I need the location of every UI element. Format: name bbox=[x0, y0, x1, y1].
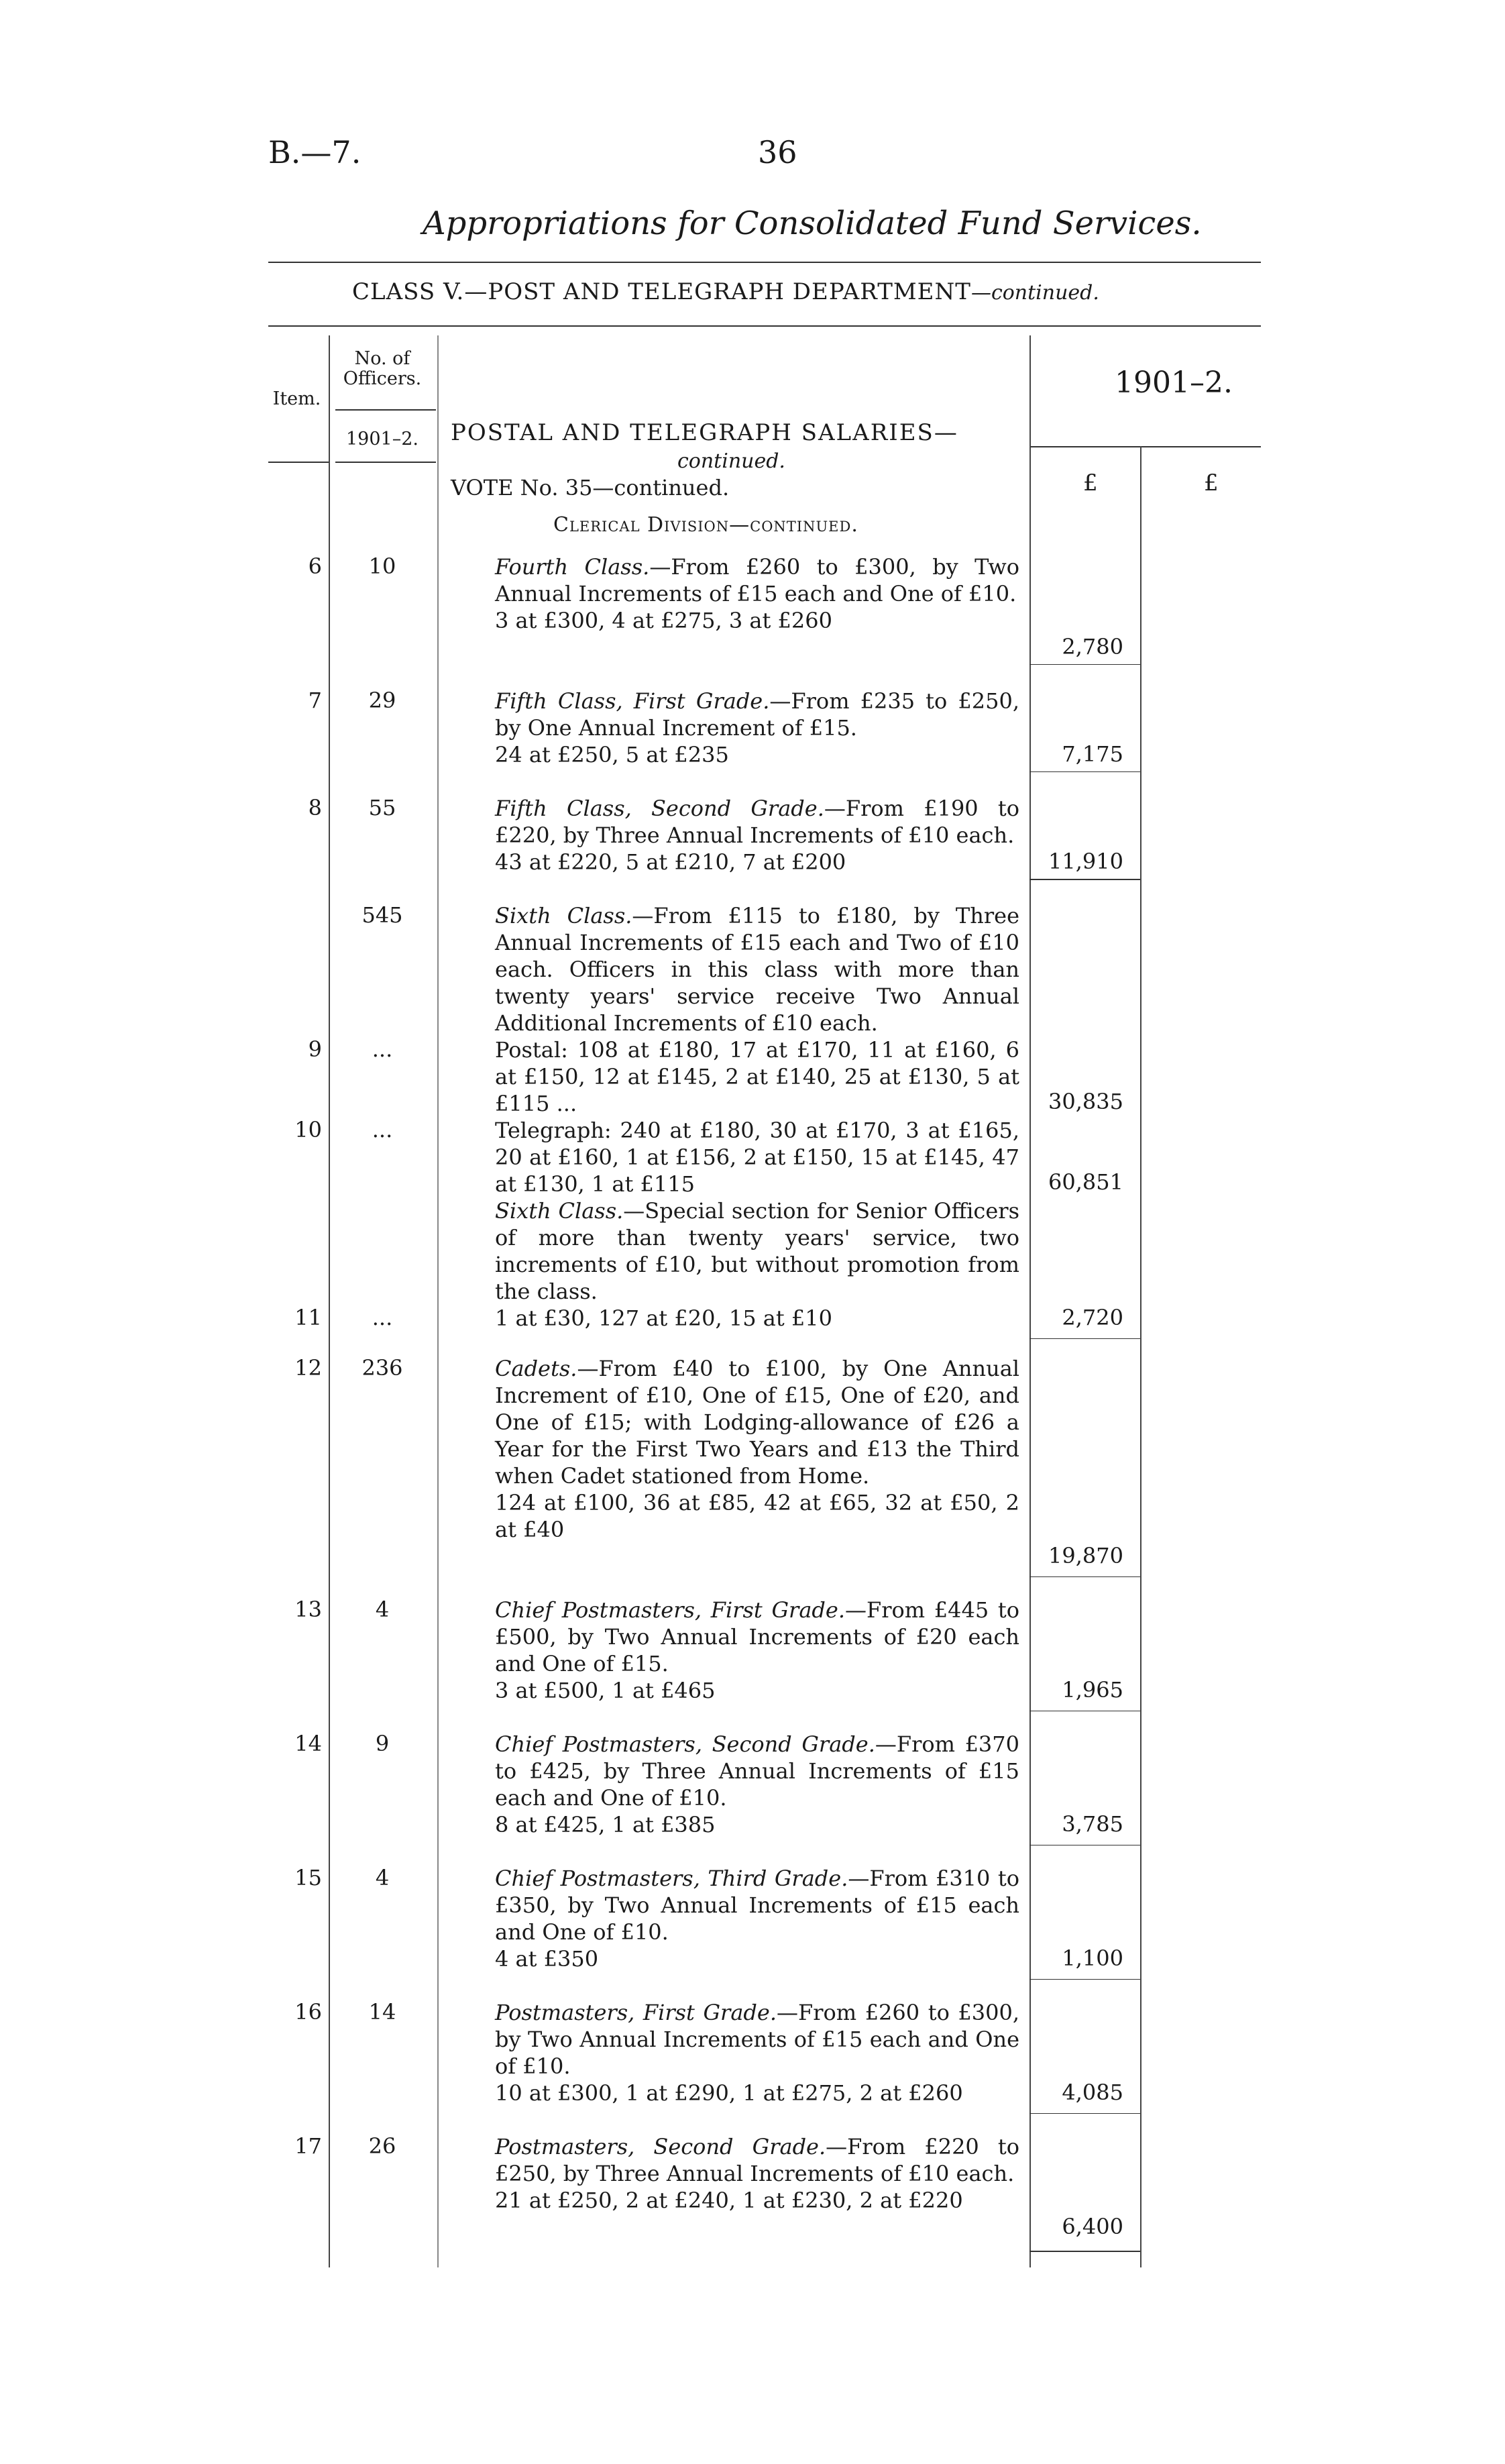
row-description bbox=[469, 1036, 1019, 1117]
class-name: Chief Postmasters, First Grade. bbox=[495, 1597, 845, 1623]
row-amount: 19,870 bbox=[1048, 1543, 1123, 1568]
row-detail: 3 at £300, 4 at £275, 3 at £260 bbox=[495, 608, 832, 633]
item-number: 13 bbox=[294, 1597, 322, 1622]
row-description bbox=[469, 1865, 1019, 1972]
class-terms: —From £445 to £500, by Two Annual Increments of £20 each and One of £15. bbox=[495, 1597, 1019, 1676]
class-name: Fourth Class. bbox=[495, 554, 650, 580]
amount-column-rule bbox=[1140, 446, 1141, 2267]
class-terms: —From £220 to £250, by Three Annual Increments of £10 each. bbox=[495, 2134, 1019, 2186]
item-column-header: Item. bbox=[272, 388, 321, 409]
item-number: 9 bbox=[308, 1036, 322, 1062]
row-description bbox=[469, 1999, 1019, 2106]
item-column-rule bbox=[329, 335, 330, 2267]
vote-number: VOTE No. 35—continued. bbox=[451, 475, 730, 500]
class-terms: —From £190 to £220, by Three Annual Increments of £10 each. bbox=[495, 796, 1019, 848]
class-terms: —From £40 to £100, by One Annual Increment of £10, One of £15, One of £20, and One of £15; with Lodging-allowance of £26 a Year for the First Two Years and £13 the Third when Cadet stationed from Home. bbox=[495, 1356, 1019, 1489]
officer-count: 4 bbox=[375, 1865, 390, 1890]
amount-rule bbox=[1029, 1979, 1140, 1980]
title-rule bbox=[268, 262, 1261, 263]
officers-column-header: No. of Officers. bbox=[343, 348, 422, 389]
row-amount: 11,910 bbox=[1048, 849, 1123, 874]
class-name: Fifth Class, Second Grade. bbox=[495, 796, 824, 821]
amount-rule bbox=[1029, 879, 1140, 880]
pound-sign-right: £ bbox=[1204, 470, 1219, 496]
item-number: 14 bbox=[294, 1731, 322, 1756]
row-detail: 4 at £350 bbox=[495, 1946, 599, 1972]
class-terms: —Special section for Senior Officers of more than twenty years' service, two increments of £10, but without promotion from the class. bbox=[495, 1198, 1020, 1304]
row-description bbox=[469, 795, 1019, 875]
officers-year-header: 1901–2. bbox=[346, 429, 419, 449]
pound-sign-left: £ bbox=[1083, 470, 1098, 496]
item-number: 15 bbox=[294, 1865, 322, 1890]
item-number: 17 bbox=[294, 2133, 322, 2159]
row-description bbox=[469, 688, 1019, 768]
row-amount: 3,785 bbox=[1062, 1811, 1123, 1837]
class-name: Postmasters, Second Grade. bbox=[495, 2134, 826, 2159]
officer-count: 29 bbox=[368, 688, 396, 713]
item-number: 7 bbox=[308, 688, 322, 713]
item-number: 10 bbox=[294, 1117, 322, 1142]
class-terms: —From £115 to £180, by Three Annual Increments of £15 each and Two of £10 each. Officers in this class with more than twenty years' service receive Two Annual Additional Increments of £10 each. bbox=[495, 903, 1020, 1036]
row-description bbox=[469, 1731, 1019, 1838]
row-detail: Postal: 108 at £180, 17 at £170, 11 at £160, 6 at £150, 12 at £145, 2 at £140, 25 at £130, 5 at £115 ... bbox=[495, 1037, 1019, 1116]
description-column-rule bbox=[1029, 335, 1031, 2267]
row-amount: 30,835 bbox=[1048, 1089, 1123, 1114]
officer-count: 14 bbox=[368, 1999, 396, 2025]
item-number: 8 bbox=[308, 795, 322, 820]
row-amount: 7,175 bbox=[1062, 741, 1123, 767]
class-heading-continued: —continued. bbox=[970, 281, 1099, 305]
officer-count: 4 bbox=[375, 1597, 390, 1622]
row-amount: 60,851 bbox=[1048, 1169, 1123, 1195]
amount-rule bbox=[1029, 2113, 1140, 2114]
class-name: Sixth Class. bbox=[495, 903, 632, 928]
class-name: Sixth Class. bbox=[495, 1198, 624, 1224]
row-detail: 21 at £250, 2 at £240, 1 at £230, 2 at £220 bbox=[495, 2188, 963, 2213]
class-name: Chief Postmasters, Third Grade. bbox=[495, 1866, 848, 1891]
class-name: Fifth Class, First Grade. bbox=[495, 688, 770, 714]
officers-year-rule bbox=[335, 462, 436, 463]
officer-count: 10 bbox=[368, 553, 396, 579]
class-name: Postmasters, First Grade. bbox=[495, 2000, 777, 2025]
officer-count: ... bbox=[372, 1305, 393, 1330]
amount-rule bbox=[1029, 2251, 1140, 2252]
item-number: 16 bbox=[294, 1999, 322, 2025]
officer-count: 55 bbox=[368, 795, 396, 820]
officers-column-rule bbox=[437, 335, 439, 2267]
row-amount: 6,400 bbox=[1062, 2214, 1123, 2239]
amount-rule bbox=[1029, 771, 1140, 772]
row-amount: 4,085 bbox=[1062, 2080, 1123, 2105]
item-number: 11 bbox=[294, 1305, 322, 1330]
officer-count: ... bbox=[372, 1117, 393, 1142]
page-title: Appropriations for Consolidated Fund Services. bbox=[423, 205, 1202, 242]
class-terms: —From £370 to £425, by Three Annual Increments of £15 each and One of £10. bbox=[495, 1731, 1020, 1811]
item-number: 6 bbox=[308, 553, 322, 579]
row-description bbox=[469, 1117, 1019, 1197]
class-heading-text: CLASS V.—POST AND TELEGRAPH DEPARTMENT bbox=[352, 278, 971, 305]
document-code: B.—7. bbox=[268, 134, 361, 170]
class-terms: —From £310 to £350, by Two Annual Increments of £15 each and One of £10. bbox=[495, 1866, 1020, 1945]
row-detail: Telegraph: 240 at £180, 30 at £170, 3 at £165, 20 at £160, 1 at £156, 2 at £150, 15 at £145, 47 at £130, 1 at £115 bbox=[495, 1118, 1019, 1197]
row-description bbox=[469, 902, 1019, 1036]
row-amount: 2,780 bbox=[1062, 634, 1123, 659]
row-detail: 43 at £220, 5 at £210, 7 at £200 bbox=[495, 849, 846, 875]
class-name: Chief Postmasters, Second Grade. bbox=[495, 1731, 875, 1757]
section-title: POSTAL AND TELEGRAPH SALARIES— bbox=[451, 419, 958, 446]
officer-count: 236 bbox=[361, 1355, 403, 1381]
year-header-rule bbox=[1029, 446, 1261, 447]
class-heading bbox=[352, 278, 1099, 305]
row-description bbox=[469, 553, 1019, 634]
division-heading: Clerical Division—continued. bbox=[553, 513, 858, 537]
amount-rule bbox=[1029, 664, 1140, 665]
class-terms: —From £235 to £250, by One Annual Increment of £15. bbox=[495, 688, 1020, 741]
row-detail: 3 at £500, 1 at £465 bbox=[495, 1678, 716, 1703]
row-detail: 10 at £300, 1 at £290, 1 at £275, 2 at £260 bbox=[495, 2080, 963, 2106]
officer-count: 9 bbox=[375, 1731, 390, 1756]
row-description bbox=[469, 1197, 1019, 1332]
row-detail: 24 at £250, 5 at £235 bbox=[495, 742, 729, 767]
row-detail: 8 at £425, 1 at £385 bbox=[495, 1812, 716, 1837]
row-description bbox=[469, 1355, 1019, 1543]
row-amount: 2,720 bbox=[1062, 1305, 1123, 1330]
amount-year-header: 1901–2. bbox=[1115, 366, 1233, 400]
row-detail: 1 at £30, 127 at £20, 15 at £10 bbox=[495, 1305, 832, 1331]
class-name: Cadets. bbox=[495, 1356, 577, 1381]
row-description bbox=[469, 1597, 1019, 1704]
section-continued: continued. bbox=[677, 449, 785, 473]
class-terms: —From £260 to £300, by Two Annual Increments of £15 each and One of £10. bbox=[495, 554, 1020, 606]
officers-header-rule bbox=[335, 409, 436, 411]
row-amount: 1,100 bbox=[1062, 1945, 1123, 1971]
page-number: 36 bbox=[758, 134, 797, 170]
row-detail: 124 at £100, 36 at £85, 42 at £65, 32 at £50, 2 at £40 bbox=[495, 1490, 1019, 1542]
row-amount: 1,965 bbox=[1062, 1677, 1123, 1703]
amount-rule bbox=[1029, 1338, 1140, 1339]
row-description bbox=[469, 2133, 1019, 2214]
officer-count: 545 bbox=[361, 902, 403, 928]
header-top-rule bbox=[268, 325, 1261, 327]
officer-count: 26 bbox=[368, 2133, 396, 2159]
class-terms: —From £260 to £300, by Two Annual Increments of £15 each and One of £10. bbox=[495, 2000, 1020, 2079]
item-header-rule bbox=[268, 462, 329, 463]
amount-rule bbox=[1029, 1576, 1140, 1577]
item-number: 12 bbox=[294, 1355, 322, 1381]
officer-count: ... bbox=[372, 1036, 393, 1062]
